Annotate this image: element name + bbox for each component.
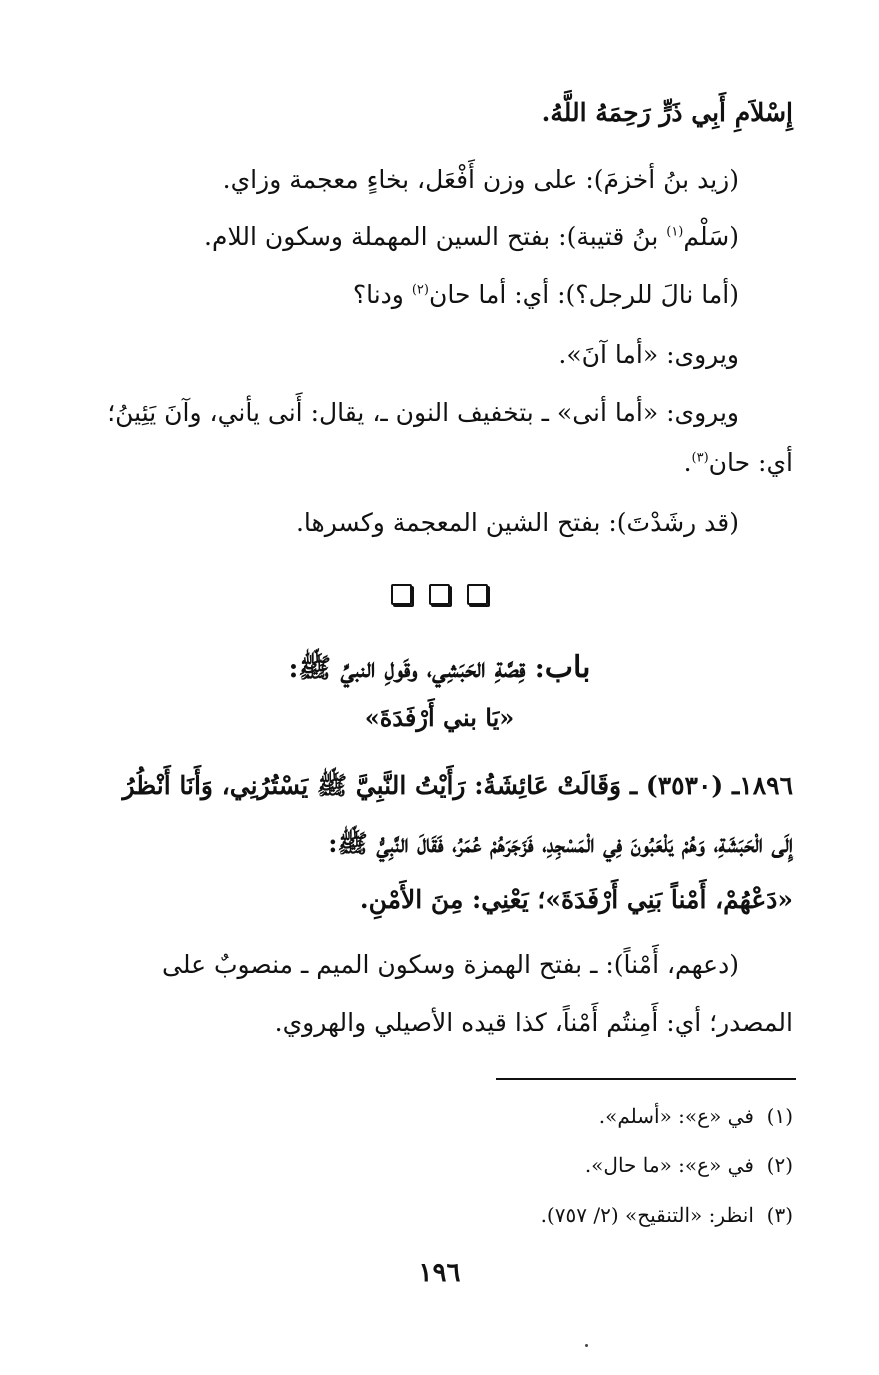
commentary-text: المصدر؛ أي: أَمِنتُم أَمْناً، كذا قيده الأصيلي والهروي. [274, 1008, 793, 1037]
hadith-line [123, 770, 794, 807]
footnote-ref-2[interactable]: (٢) [411, 282, 429, 298]
heading-text: إِسْلاَمِ أَبِي ذَرٍّ رَحِمَهُ اللَّهُ. [541, 98, 793, 127]
gloss-text: بنُ قتيبة): بفتح السين المهملة وسكون اللام. [204, 222, 667, 251]
gloss-text: ودنا؟ [352, 280, 412, 309]
commentary-text: (دعهم، أَمْناً): ـ بفتح الهمزة وسكون الميم ـ منصوبٌ على [162, 950, 739, 979]
gloss-text: (أما نالَ للرجل؟): أي: أما حان [428, 280, 739, 309]
footnote-text: في «ع»: «أسلم». [598, 1104, 754, 1128]
gloss-line-yurwa-1 [558, 340, 739, 369]
section-separator [0, 584, 879, 609]
chapter-subtitle [0, 703, 879, 732]
commentary-line [275, 1008, 793, 1037]
gloss-line-rashadta [296, 508, 739, 537]
chapter-subtitle-text: «يَا بني أَرْفَدَةَ» [364, 703, 515, 732]
footnote-number: (١) [766, 1104, 793, 1128]
hadith-text: ١٨٩٦ـ (٣٥٣٠) ـ وَقَالَتْ عَائِشَةُ: رَأَيْتُ النَّبِيَّ ﷺ يَسْتُرُنِي، وَأَنَا أَنْظُرُ [122, 771, 793, 800]
footnote-item [599, 1104, 793, 1128]
gloss-line-ama-nal [353, 280, 739, 309]
hadith-text: «دَعْهُمْ، أَمْناً بَنِي أَرْفَدَةَ»؛ يَعْنِي: مِنَ الأَمْنِ. [359, 885, 793, 914]
chapter-title-text: : قِصَّةِ الحَبَشِي، وقَولِ النبيِّ ﷺ: [288, 653, 545, 684]
separator-square-icon [391, 584, 412, 605]
separator-square-icon [467, 584, 488, 605]
gloss-text: ويروى: «أما أنى» ـ بتخفيف النون ـ، يقال: أَنى يأني، وآنَ يَئِينُ؛ [107, 398, 739, 427]
page-number: ١٩٦ [418, 1258, 461, 1288]
gloss-line-hana [684, 448, 793, 477]
scan-speck [585, 1344, 588, 1347]
commentary-line [162, 950, 739, 979]
footnote-text: في «ع»: «ما حال». [584, 1153, 754, 1177]
separator-square-icon [429, 584, 450, 605]
gloss-line-zayd [223, 165, 739, 194]
hadith-line [328, 828, 793, 865]
gloss-text: (قد رشَدْتَ): بفتح الشين المعجمة وكسرها. [295, 508, 739, 537]
footnote-number: (٢) [766, 1153, 793, 1177]
gloss-line-yurwa-2 [107, 398, 739, 427]
footnote-divider [496, 1078, 796, 1080]
chapter-label: باب [544, 650, 591, 685]
footnote-text: انظر: «التنقيح» (٢/ ٧٥٧). [540, 1203, 754, 1227]
chapter-title [0, 650, 879, 691]
footnote-number: (٣) [766, 1203, 793, 1227]
footnote-item [585, 1153, 793, 1177]
gloss-text: (سَلْم [683, 222, 739, 251]
gloss-text: . [683, 448, 692, 477]
hadith-text: إِلَى الْحَبَشَةِ، وَهُمْ يَلْعَبُونَ فِي الْمَسْجِدِ، فَزَجَرَهُمْ عُمَرُ، فَقَالَ النَّبِيُّ ﷺ: [328, 829, 793, 858]
footnote-item [541, 1203, 793, 1227]
hadith-line [360, 885, 793, 914]
gloss-text: (زيد بنُ أخزمَ): على وزن أَفْعَل، بخاءٍ معجمة وزاي. [222, 165, 739, 194]
gloss-text: أي: حان [708, 448, 793, 477]
gloss-line-salm [204, 222, 739, 251]
section-heading [542, 98, 793, 127]
gloss-text: ويروى: «أما آنَ». [558, 340, 739, 369]
footnote-ref-1[interactable]: (١) [666, 224, 684, 240]
footnote-ref-3[interactable]: (٣) [691, 450, 709, 466]
